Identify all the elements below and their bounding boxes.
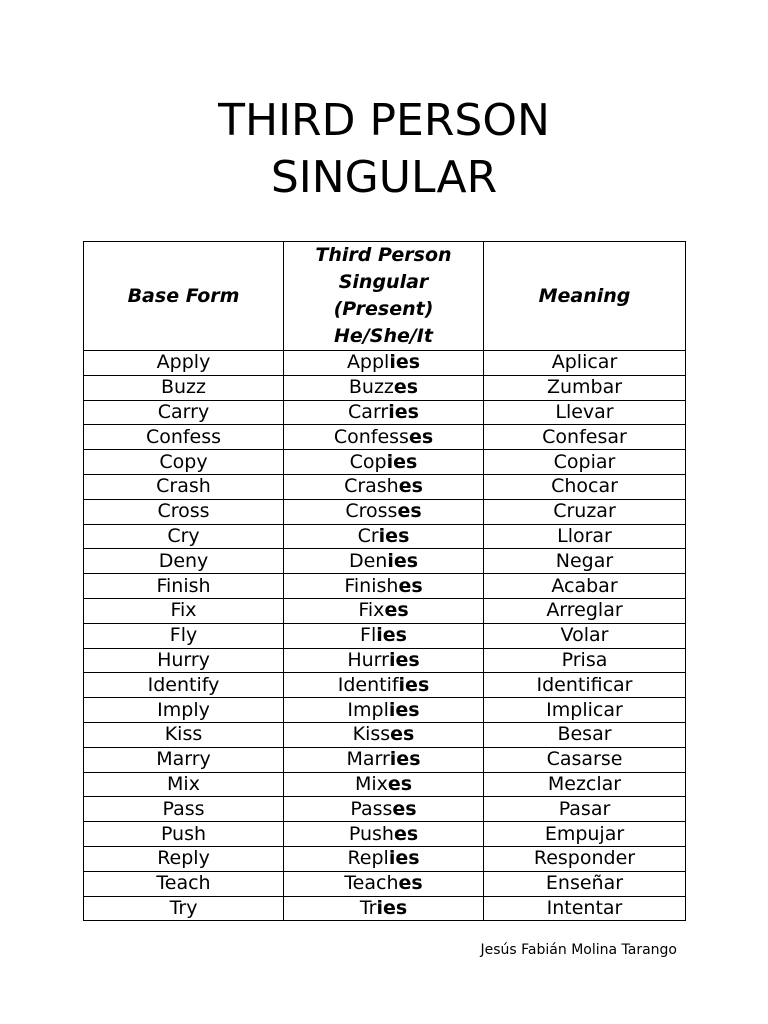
header-third-person-line-2: Singular	[338, 271, 429, 293]
header-third-person-line-3: (Present)	[333, 298, 434, 320]
cell-meaning: Prisa	[484, 648, 686, 673]
table-row	[84, 772, 686, 797]
verb-stem: Fix	[358, 599, 385, 622]
verb-suffix: es	[384, 599, 409, 622]
verb-suffix: es	[398, 475, 423, 498]
verb-stem: Confess	[333, 425, 409, 448]
table-row	[84, 747, 686, 772]
cell-third-person	[284, 896, 484, 921]
cell-meaning: Besar	[484, 722, 686, 747]
cell-base-form: Marry	[84, 747, 284, 772]
cell-meaning: Zumbar	[484, 375, 686, 400]
author-name: Jesús Fabián Molina Tarango	[480, 942, 677, 958]
header-third-person-line-1: Third Person	[315, 244, 452, 266]
cell-third-person	[284, 351, 484, 376]
cell-base-form: Try	[84, 896, 284, 921]
cell-third-person	[284, 846, 484, 871]
cell-base-form: Fix	[84, 598, 284, 623]
cell-base-form: Kiss	[84, 722, 284, 747]
cell-meaning: Negar	[484, 549, 686, 574]
cell-base-form: Teach	[84, 871, 284, 896]
cell-third-person	[284, 871, 484, 896]
cell-third-person	[284, 574, 484, 599]
cell-third-person	[284, 524, 484, 549]
cell-third-person	[284, 772, 484, 797]
table-row	[84, 722, 686, 747]
cell-base-form: Identify	[84, 673, 284, 698]
table-row	[84, 648, 686, 673]
cell-meaning: Intentar	[484, 896, 686, 921]
verb-stem: Cop	[349, 450, 387, 473]
cell-meaning: Responder	[484, 846, 686, 871]
cell-third-person	[284, 499, 484, 524]
verb-suffix: es	[397, 500, 422, 523]
verb-suffix: ies	[388, 400, 419, 423]
cell-meaning: Empujar	[484, 822, 686, 847]
verb-stem: Buzz	[348, 376, 394, 399]
cell-meaning: Confesar	[484, 425, 686, 450]
cell-third-person	[284, 400, 484, 425]
verb-suffix: ies	[376, 896, 408, 919]
verb-stem: Pass	[350, 797, 393, 820]
verb-stem: Mix	[354, 772, 388, 795]
cell-base-form: Cry	[84, 524, 284, 549]
header-base-form: Base Form	[84, 242, 284, 351]
cell-meaning: Acabar	[484, 574, 686, 599]
cell-base-form: Carry	[84, 400, 284, 425]
verb-stem: Identif	[337, 673, 399, 696]
page-title	[0, 92, 768, 206]
header-third-person	[284, 242, 484, 351]
table-row	[84, 623, 686, 648]
table-row	[84, 896, 686, 921]
cell-meaning: Volar	[484, 623, 686, 648]
table-row	[84, 524, 686, 549]
cell-base-form: Finish	[84, 574, 284, 599]
table-row	[84, 673, 686, 698]
verb-stem: Den	[348, 549, 388, 572]
cell-third-person	[284, 698, 484, 723]
cell-meaning: Enseñar	[484, 871, 686, 896]
table-row	[84, 474, 686, 499]
verb-suffix: ies	[388, 698, 420, 721]
table-row	[84, 574, 686, 599]
verb-suffix: es	[390, 723, 415, 746]
verb-stem: Marr	[346, 748, 390, 771]
table-row	[84, 499, 686, 524]
table-row	[84, 375, 686, 400]
cell-base-form: Hurry	[84, 648, 284, 673]
header-third-person-line-4: He/She/It	[334, 325, 433, 347]
cell-base-form: Crash	[84, 474, 284, 499]
verb-suffix: ies	[389, 351, 421, 374]
table-row	[84, 698, 686, 723]
cell-third-person	[284, 673, 484, 698]
table-row	[84, 400, 686, 425]
verb-suffix: es	[392, 797, 417, 820]
verb-stem: Finish	[344, 574, 399, 597]
verb-suffix: ies	[387, 549, 419, 572]
verb-stem: Cross	[345, 500, 398, 523]
table-body	[84, 351, 686, 921]
cell-meaning: Arreglar	[484, 598, 686, 623]
cell-third-person	[284, 747, 484, 772]
verb-suffix: ies	[388, 847, 420, 870]
verb-suffix: es	[398, 574, 423, 597]
cell-meaning: Aplicar	[484, 351, 686, 376]
verb-stem: Kiss	[352, 723, 391, 746]
verb-suffix: ies	[388, 648, 420, 671]
verb-stem: Crash	[344, 475, 399, 498]
verb-suffix: es	[398, 872, 423, 895]
verb-suffix: es	[393, 376, 419, 399]
table-row	[84, 797, 686, 822]
cell-base-form: Cross	[84, 499, 284, 524]
verb-table	[83, 241, 686, 921]
table-row	[84, 822, 686, 847]
verb-suffix: ies	[398, 673, 430, 696]
cell-meaning: Identificar	[484, 673, 686, 698]
cell-third-person	[284, 623, 484, 648]
header-meaning: Meaning	[484, 242, 686, 351]
verb-stem: Tr	[359, 896, 377, 919]
verb-stem: Repl	[347, 847, 389, 870]
page-title-line-1: THIRD PERSON	[218, 95, 550, 146]
verb-suffix: es	[393, 822, 419, 845]
verb-suffix: es	[408, 425, 434, 448]
cell-base-form: Buzz	[84, 375, 284, 400]
verb-stem: Carr	[348, 400, 389, 423]
cell-third-person	[284, 797, 484, 822]
cell-third-person	[284, 450, 484, 475]
page-title-line-2: SINGULAR	[270, 152, 498, 203]
table-header	[84, 242, 686, 351]
verb-suffix: ies	[389, 748, 421, 771]
cell-meaning: Llevar	[484, 400, 686, 425]
cell-base-form: Apply	[84, 351, 284, 376]
verb-suffix: ies	[376, 624, 407, 647]
cell-base-form: Copy	[84, 450, 284, 475]
cell-third-person	[284, 648, 484, 673]
verb-stem: Hurr	[347, 648, 389, 671]
cell-third-person	[284, 425, 484, 450]
cell-base-form: Push	[84, 822, 284, 847]
cell-meaning: Cruzar	[484, 499, 686, 524]
cell-base-form: Fly	[84, 623, 284, 648]
cell-third-person	[284, 822, 484, 847]
verb-stem: Fl	[360, 624, 377, 647]
table-header-row	[84, 242, 686, 351]
table-row	[84, 549, 686, 574]
cell-meaning: Copiar	[484, 450, 686, 475]
table-row	[84, 450, 686, 475]
verb-stem: Teach	[344, 872, 399, 895]
cell-meaning: Llorar	[484, 524, 686, 549]
verb-stem: Impl	[347, 698, 389, 721]
cell-base-form: Imply	[84, 698, 284, 723]
cell-meaning: Mezclar	[484, 772, 686, 797]
table-row	[84, 871, 686, 896]
cell-base-form: Deny	[84, 549, 284, 574]
table-row	[84, 425, 686, 450]
cell-meaning: Implicar	[484, 698, 686, 723]
table-row	[84, 598, 686, 623]
cell-meaning: Chocar	[484, 474, 686, 499]
cell-third-person	[284, 474, 484, 499]
table-row	[84, 846, 686, 871]
cell-meaning: Pasar	[484, 797, 686, 822]
cell-third-person	[284, 722, 484, 747]
cell-third-person	[284, 375, 484, 400]
cell-base-form: Mix	[84, 772, 284, 797]
verb-stem: Cr	[357, 524, 379, 547]
verb-stem: Push	[348, 822, 394, 845]
cell-base-form: Reply	[84, 846, 284, 871]
table-row	[84, 351, 686, 376]
verb-suffix: es	[387, 772, 413, 795]
verb-suffix: ies	[386, 450, 418, 473]
cell-third-person	[284, 598, 484, 623]
cell-third-person	[284, 549, 484, 574]
cell-base-form: Pass	[84, 797, 284, 822]
cell-base-form: Confess	[84, 425, 284, 450]
verb-suffix: ies	[378, 524, 410, 547]
verb-stem: Appl	[346, 351, 390, 374]
cell-meaning: Casarse	[484, 747, 686, 772]
